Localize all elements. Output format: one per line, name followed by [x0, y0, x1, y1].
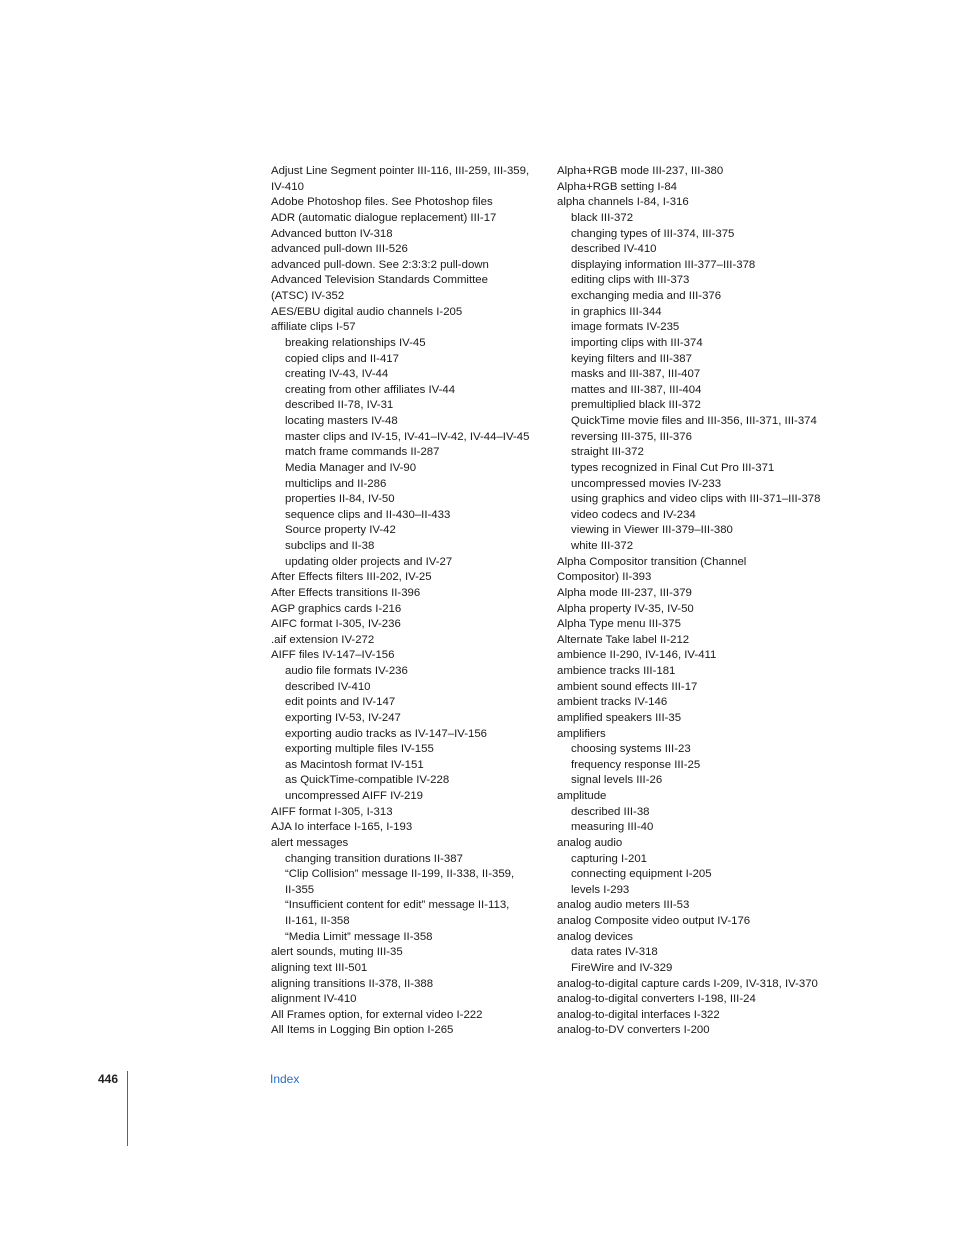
index-subentry: frequency response III-25: [571, 758, 701, 771]
index-entry: Alpha Compositor transition (Channel: [557, 555, 747, 568]
index-subentry: exchanging media and III-376: [571, 290, 722, 302]
index-subentry: in graphics III-344: [571, 305, 662, 318]
index-subentry: types recognized in Final Cut Pro III-371: [571, 461, 775, 474]
index-subentry: creating from other affiliates IV-44: [285, 383, 456, 396]
page-number: 446: [98, 1072, 119, 1086]
index-subentry: QuickTime movie files and III-356, III-371, III-374: [571, 415, 817, 427]
index-subentry: described IV-410: [285, 680, 371, 693]
index-entry: AIFF files IV-147–IV-156: [271, 649, 395, 662]
index-entry: analog-to-digital interfaces I-322: [557, 1008, 720, 1021]
index-subentry: “Insufficient content for edit” message II-113,: [285, 899, 510, 912]
index-subentry: FireWire and IV-329: [571, 961, 673, 974]
index-subentry: connecting equipment I-205: [571, 868, 712, 881]
index-subentry: changing types of III-374, III-375: [571, 227, 735, 240]
index-entry: AES/EBU digital audio channels I-205: [271, 305, 463, 318]
index-entry: Advanced button IV-318: [271, 227, 393, 240]
index-entry: ambient tracks IV-146: [557, 696, 668, 709]
index-subentry: creating IV-43, IV-44: [285, 368, 389, 381]
index-subentry: “Media Limit” message II-358: [285, 930, 433, 943]
index-entry: Adjust Line Segment pointer III-116, III-259, III-359,: [271, 165, 530, 177]
index-subentry: Source property IV-42: [285, 524, 396, 537]
index-entry: analog devices: [557, 930, 633, 943]
index-subentry: master clips and IV-15, IV-41–IV-42, IV-44–IV-45: [285, 430, 530, 443]
index-entry: IV-410: [271, 180, 304, 193]
index-subentry: capturing I-201: [571, 852, 647, 865]
index-column-left: [271, 164, 539, 1039]
index-subentry: exporting IV-53, IV-247: [285, 711, 401, 724]
index-entry: AJA Io interface I-165, I-193: [271, 821, 413, 834]
index-entry: amplifiers: [557, 727, 606, 740]
index-subentry: editing clips with III-373: [571, 274, 690, 287]
index-entry: ambience II-290, IV-146, IV-411: [557, 649, 717, 662]
index-subentry: updating older projects and IV-27: [285, 555, 453, 568]
index-entry: Alpha property IV-35, IV-50: [557, 602, 694, 615]
index-entry: amplified speakers III-35: [557, 711, 682, 724]
index-subentry: viewing in Viewer III-379–III-380: [571, 524, 733, 537]
index-subentry: mattes and III-387, III-404: [571, 383, 702, 396]
index-subentry: breaking relationships IV-45: [285, 336, 426, 349]
index-subentry: reversing III-375, III-376: [571, 430, 692, 443]
index-entry: Advanced Television Standards Committee: [271, 274, 488, 287]
index-subentry: match frame commands II-287: [285, 446, 440, 459]
index-subentry: subclips and II-38: [285, 540, 375, 552]
index-subentry: uncompressed movies IV-233: [571, 477, 722, 490]
index-subentry: as QuickTime-compatible IV-228: [285, 774, 450, 787]
index-entry: (ATSC) IV-352: [271, 290, 345, 302]
index-entry: Alpha mode III-237, III-379: [557, 586, 692, 599]
index-entry: analog audio: [557, 836, 623, 849]
index-entry: affiliate clips I-57: [271, 321, 356, 334]
index-subentry: white III-372: [571, 540, 634, 552]
index-entry: analog-to-DV converters I-200: [557, 1024, 710, 1037]
index-entry: All Items in Logging Bin option I-265: [271, 1024, 454, 1037]
index-column-right: [557, 164, 847, 1039]
index-entry: AIFC format I-305, IV-236: [271, 618, 401, 631]
index-subentry: levels I-293: [571, 883, 630, 896]
index-entry: AIFF format I-305, I-313: [271, 805, 393, 818]
index-entry: After Effects filters III-202, IV-25: [271, 571, 432, 584]
index-entry: ambient sound effects III-17: [557, 680, 698, 693]
index-subentry: video codecs and IV-234: [571, 508, 696, 521]
index-entry: Alpha+RGB mode III-237, III-380: [557, 165, 724, 177]
index-subentry: properties II-84, IV-50: [285, 493, 395, 506]
index-entry: aligning text III-501: [271, 961, 368, 974]
index-subentry: exporting multiple files IV-155: [285, 743, 434, 756]
index-subentry: changing transition durations II-387: [285, 852, 463, 865]
index-entry: ambience tracks III-181: [557, 665, 676, 677]
index-entry: Alpha Type menu III-375: [557, 618, 681, 631]
index-entry: All Frames option, for external video I-222: [271, 1008, 483, 1021]
index-entry: After Effects transitions II-396: [271, 586, 421, 599]
index-subentry: locating masters IV-48: [285, 415, 398, 427]
section-label: Index: [270, 1072, 300, 1086]
index-subentry: “Clip Collision” message II-199, II-338, II-359,: [285, 868, 515, 881]
index-subentry: Media Manager and IV-90: [285, 461, 417, 474]
index-subentry: sequence clips and II-430–II-433: [285, 508, 451, 521]
index-entry: Alternate Take label II-212: [557, 633, 690, 646]
index-entry: analog Composite video output IV-176: [557, 915, 751, 927]
index-subentry: using graphics and video clips with III-371–III-378: [571, 493, 821, 506]
index-subentry: measuring III-40: [571, 821, 654, 834]
index-subentry: image formats IV-235: [571, 321, 680, 334]
index-subentry: II-355: [285, 883, 315, 896]
index-entry: ADR (automatic dialogue replacement) III-17: [271, 211, 497, 224]
index-entry: advanced pull-down III-526: [271, 243, 408, 256]
index-entry: AGP graphics cards I-216: [271, 602, 402, 615]
index-subentry: uncompressed AIFF IV-219: [285, 790, 424, 802]
index-subentry: audio file formats IV-236: [285, 665, 408, 677]
index-subentry: premultiplied black III-372: [571, 399, 701, 412]
index-entry: aligning transitions II-378, II-388: [271, 977, 434, 990]
index-subentry: signal levels III-26: [571, 774, 663, 787]
index-entry: Compositor) II-393: [557, 571, 652, 584]
index-entry: Adobe Photoshop files. See Photoshop files: [271, 196, 493, 209]
index-subentry: displaying information III-377–III-378: [571, 258, 756, 271]
index-subentry: straight III-372: [571, 446, 644, 459]
index-subentry: data rates IV-318: [571, 946, 658, 959]
index-entry: Alpha+RGB setting I-84: [557, 180, 677, 193]
index-subentry: described IV-410: [571, 243, 657, 256]
index-subentry: II-161, II-358: [285, 915, 350, 927]
index-subentry: masks and III-387, III-407: [571, 368, 701, 381]
footer-divider: [127, 1071, 128, 1146]
index-subentry: edit points and IV-147: [285, 696, 396, 709]
index-entry: analog-to-digital capture cards I-209, IV-318, IV-370: [557, 977, 818, 990]
index-subentry: importing clips with III-374: [571, 336, 703, 349]
index-entry: analog-to-digital converters I-198, III-24: [557, 993, 756, 1006]
index-subentry: as Macintosh format IV-151: [285, 758, 424, 771]
index-subentry: described III-38: [571, 805, 650, 818]
index-subentry: black III-372: [571, 211, 634, 224]
index-subentry: copied clips and II-417: [285, 352, 399, 365]
index-entry: alpha channels I-84, I-316: [557, 196, 689, 209]
index-entry: alert messages: [271, 836, 349, 849]
index-subentry: choosing systems III-23: [571, 743, 691, 756]
index-entry: amplitude: [557, 790, 607, 802]
index-subentry: exporting audio tracks as IV-147–IV-156: [285, 727, 487, 740]
index-subentry: keying filters and III-387: [571, 352, 692, 365]
index-entry: alert sounds, muting III-35: [271, 946, 403, 959]
index-entry: alignment IV-410: [271, 993, 357, 1006]
index-entry: .aif extension IV-272: [271, 633, 375, 646]
index-subentry: multiclips and II-286: [285, 477, 387, 490]
index-entry: advanced pull-down. See 2:3:3:2 pull-down: [271, 258, 489, 271]
index-entry: analog audio meters III-53: [557, 899, 690, 912]
index-subentry: described II-78, IV-31: [285, 399, 394, 412]
